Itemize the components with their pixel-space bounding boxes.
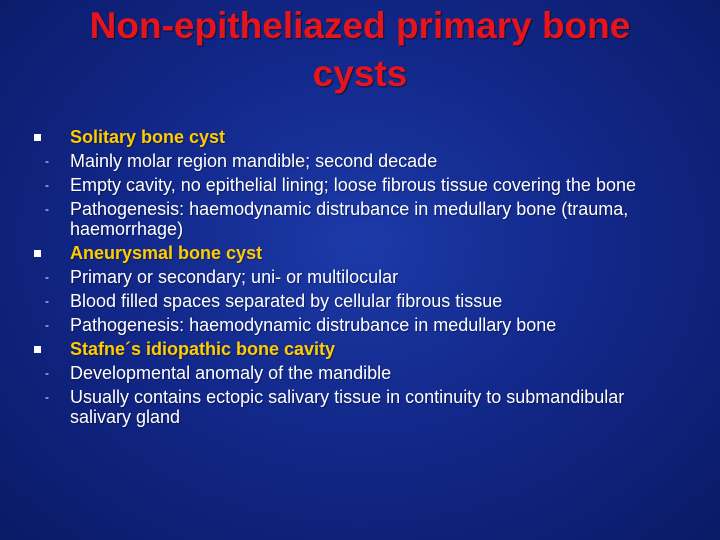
- list-item-text: Pathogenesis: haemodynamic distrubance in medullary bone (trauma, haemorrhage): [70, 199, 629, 239]
- dash-bullet: -: [45, 366, 49, 380]
- dash-bullet: -: [45, 294, 49, 308]
- list-sub-item: [34, 291, 674, 311]
- list-item-text: Mainly molar region mandible; second decade: [70, 151, 438, 171]
- dash-bullet: -: [45, 154, 49, 168]
- list-heading-item: [34, 339, 674, 359]
- dash-bullet: -: [45, 178, 49, 192]
- list-heading-item: [34, 127, 674, 147]
- list-sub-item: [34, 151, 674, 171]
- slide-title: Non-epitheliazed primary bone cysts: [89, 5, 631, 94]
- square-bullet-icon: [34, 346, 41, 353]
- list-item-text: Stafne´s idiopathic bone cavity: [70, 339, 336, 359]
- dash-bullet: -: [45, 318, 49, 332]
- list-item-text: Primary or secondary; uni- or multilocular: [70, 267, 399, 287]
- list-item-text: Pathogenesis: haemodynamic distrubance in medullary bone: [70, 315, 557, 335]
- list-sub-item: [34, 267, 674, 287]
- list-item-text: Developmental anomaly of the mandible: [70, 363, 392, 383]
- list-sub-item: [34, 363, 674, 383]
- list-item-text: Usually contains ectopic salivary tissue in continuity to submandibular salivary gland: [70, 387, 625, 427]
- list-item-text: Solitary bone cyst: [70, 127, 226, 147]
- list-item-text: Blood filled spaces separated by cellular fibrous tissue: [70, 291, 503, 311]
- list-item-text: Aneurysmal bone cyst: [70, 243, 263, 263]
- dash-bullet: -: [45, 202, 49, 216]
- list-sub-item: [34, 315, 674, 335]
- list-sub-item: [34, 387, 674, 427]
- dash-bullet: -: [45, 390, 49, 404]
- dash-bullet: -: [45, 270, 49, 284]
- square-bullet-icon: [34, 250, 41, 257]
- list-sub-item: [34, 175, 674, 195]
- square-bullet-icon: [34, 134, 41, 141]
- bullet-list: [34, 127, 674, 431]
- list-heading-item: [34, 243, 674, 263]
- list-sub-item: [34, 199, 674, 239]
- list-item-text: Empty cavity, no epithelial lining; loose fibrous tissue covering the bone: [70, 175, 636, 195]
